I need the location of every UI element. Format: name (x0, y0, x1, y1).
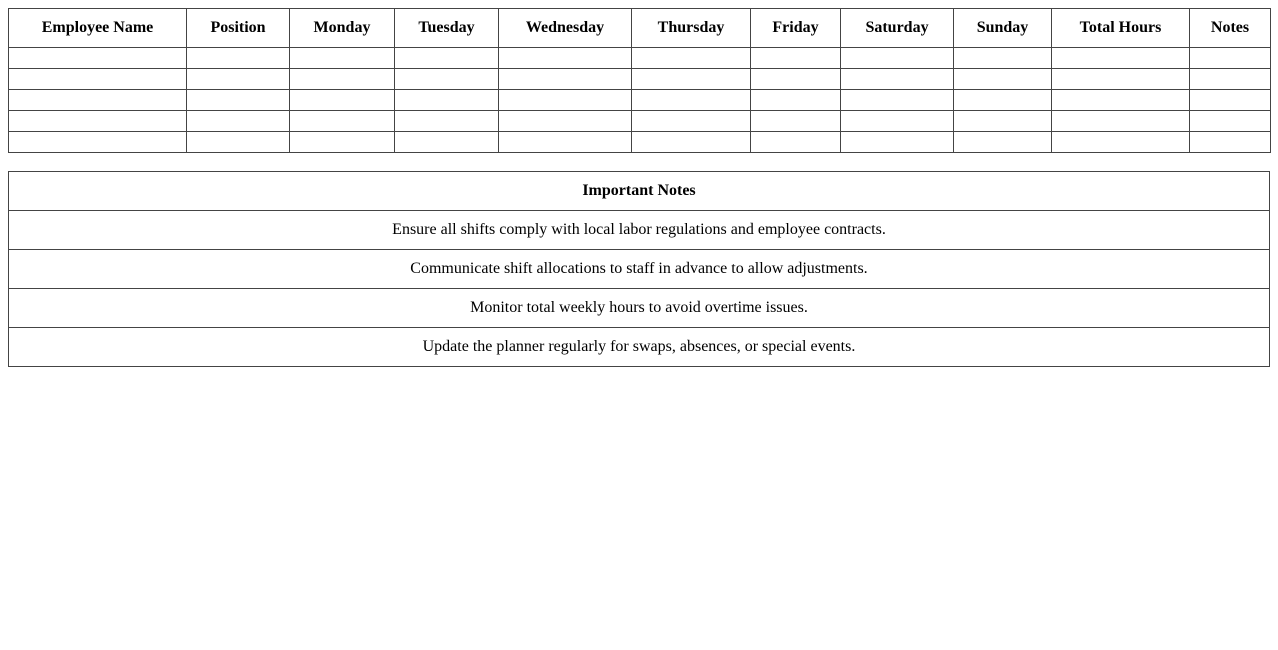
table-cell[interactable] (9, 48, 187, 69)
table-cell[interactable] (1190, 111, 1271, 132)
column-header-saturday: Saturday (841, 9, 954, 48)
column-header-position: Position (187, 9, 290, 48)
table-cell[interactable] (841, 69, 954, 90)
table-cell[interactable] (290, 132, 395, 153)
table-cell[interactable] (841, 132, 954, 153)
table-cell[interactable] (9, 90, 187, 111)
notes-title: Important Notes (9, 172, 1270, 211)
table-cell[interactable] (751, 90, 841, 111)
table-cell[interactable] (841, 111, 954, 132)
note-row (9, 289, 1270, 328)
table-cell[interactable] (954, 69, 1052, 90)
table-header-row (9, 9, 1271, 48)
table-cell[interactable] (1052, 69, 1190, 90)
column-header-sunday: Sunday (954, 9, 1052, 48)
table-cell[interactable] (841, 90, 954, 111)
notes-header-row (9, 172, 1270, 211)
table-cell[interactable] (187, 132, 290, 153)
table-cell[interactable] (1052, 48, 1190, 69)
table-row (9, 111, 1271, 132)
table-cell[interactable] (499, 90, 632, 111)
note-item: Update the planner regularly for swaps, absences, or special events. (9, 328, 1270, 367)
table-cell[interactable] (751, 111, 841, 132)
table-cell[interactable] (187, 69, 290, 90)
shift-schedule-table (8, 8, 1271, 153)
column-header-wednesday: Wednesday (499, 9, 632, 48)
table-cell[interactable] (9, 132, 187, 153)
table-cell[interactable] (1190, 132, 1271, 153)
table-cell[interactable] (499, 132, 632, 153)
table-cell[interactable] (1052, 132, 1190, 153)
column-header-thursday: Thursday (632, 9, 751, 48)
table-cell[interactable] (499, 111, 632, 132)
column-header-friday: Friday (751, 9, 841, 48)
table-cell[interactable] (632, 69, 751, 90)
table-cell[interactable] (954, 132, 1052, 153)
note-row (9, 211, 1270, 250)
table-cell[interactable] (632, 90, 751, 111)
table-cell[interactable] (395, 132, 499, 153)
table-cell[interactable] (1190, 48, 1271, 69)
table-cell[interactable] (187, 90, 290, 111)
column-header-total-hours: Total Hours (1052, 9, 1190, 48)
table-cell[interactable] (395, 48, 499, 69)
column-header-employee-name: Employee Name (9, 9, 187, 48)
column-header-tuesday: Tuesday (395, 9, 499, 48)
table-cell[interactable] (751, 132, 841, 153)
table-cell[interactable] (751, 48, 841, 69)
table-cell[interactable] (954, 48, 1052, 69)
note-item: Communicate shift allocations to staff in advance to allow adjustments. (9, 250, 1270, 289)
table-cell[interactable] (290, 111, 395, 132)
table-cell[interactable] (1052, 111, 1190, 132)
table-cell[interactable] (290, 90, 395, 111)
table-cell[interactable] (751, 69, 841, 90)
table-cell[interactable] (954, 90, 1052, 111)
table-cell[interactable] (290, 48, 395, 69)
page-content (8, 8, 1270, 367)
table-cell[interactable] (290, 69, 395, 90)
column-header-monday: Monday (290, 9, 395, 48)
table-cell[interactable] (954, 111, 1052, 132)
table-cell[interactable] (395, 90, 499, 111)
table-cell[interactable] (9, 111, 187, 132)
table-body (9, 48, 1271, 153)
table-cell[interactable] (841, 48, 954, 69)
table-cell[interactable] (499, 48, 632, 69)
table-cell[interactable] (187, 48, 290, 69)
table-cell[interactable] (632, 111, 751, 132)
table-row (9, 48, 1271, 69)
column-header-notes: Notes (1190, 9, 1271, 48)
table-cell[interactable] (1052, 90, 1190, 111)
table-cell[interactable] (499, 69, 632, 90)
table-cell[interactable] (632, 132, 751, 153)
table-cell[interactable] (395, 111, 499, 132)
table-row (9, 90, 1271, 111)
table-cell[interactable] (395, 69, 499, 90)
table-row (9, 132, 1271, 153)
note-row (9, 250, 1270, 289)
note-row (9, 328, 1270, 367)
table-cell[interactable] (1190, 90, 1271, 111)
table-cell[interactable] (1190, 69, 1271, 90)
table-cell[interactable] (187, 111, 290, 132)
table-cell[interactable] (9, 69, 187, 90)
note-item: Monitor total weekly hours to avoid overtime issues. (9, 289, 1270, 328)
table-row (9, 69, 1271, 90)
important-notes-table (8, 171, 1270, 367)
table-cell[interactable] (632, 48, 751, 69)
note-item: Ensure all shifts comply with local labor regulations and employee contracts. (9, 211, 1270, 250)
